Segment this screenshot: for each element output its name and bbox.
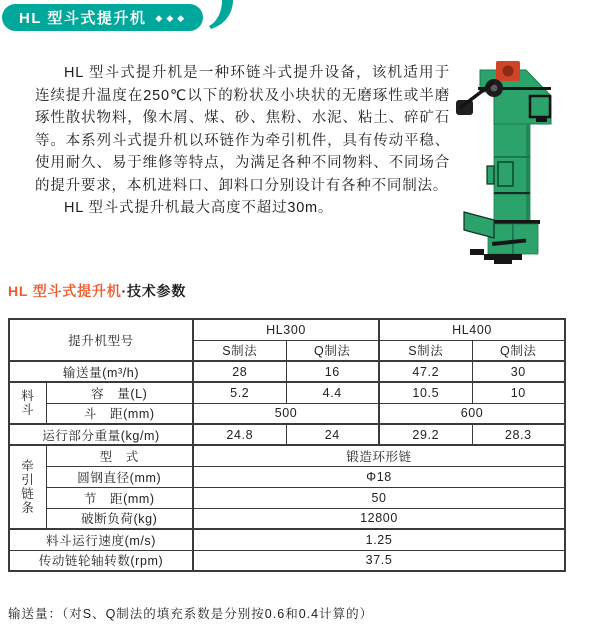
cell-value: 28 bbox=[193, 361, 286, 382]
table-row-conveying bbox=[9, 361, 565, 382]
section-title-model: HL 型斗式提升机 bbox=[8, 283, 122, 299]
cell-param-label: 料斗运行速度(m/s) bbox=[9, 529, 193, 550]
table-row-breaking-load bbox=[9, 508, 565, 529]
cell-param-label: 节 距(mm) bbox=[46, 487, 193, 508]
table-row-capacity bbox=[9, 382, 565, 403]
cell-param-label: 传动链轮轴转数(rpm) bbox=[9, 550, 193, 571]
cell-value: 1.25 bbox=[193, 529, 565, 550]
cell-group-bucket: 料斗 bbox=[9, 382, 46, 424]
cell-value: 28.3 bbox=[472, 424, 565, 445]
page-title: HL 型斗式提升机 bbox=[19, 10, 147, 27]
table-row-chain-type bbox=[9, 445, 565, 466]
cell-method: Q制法 bbox=[286, 340, 379, 361]
table-row-models bbox=[9, 319, 565, 340]
cell-param-label: 斗 距(mm) bbox=[46, 403, 193, 424]
cell-value: 4.4 bbox=[286, 382, 379, 403]
cell-param-label: 输送量(m³/h) bbox=[9, 361, 193, 382]
cell-group-chain: 牵引链条 bbox=[9, 445, 46, 529]
cell-param-label: 容 量(L) bbox=[46, 382, 193, 403]
section-title-rest: ·技术参数 bbox=[121, 283, 187, 299]
title-banner bbox=[2, 4, 203, 31]
cell-param-label: 运行部分重量(kg/m) bbox=[9, 424, 193, 445]
cell-value: 24.8 bbox=[193, 424, 286, 445]
table-row-running-weight bbox=[9, 424, 565, 445]
spec-table bbox=[8, 318, 566, 572]
table-row-bucket-pitch bbox=[9, 403, 565, 424]
diamonds-icon: ◆◆◆ bbox=[155, 13, 189, 23]
cell-value: 29.2 bbox=[379, 424, 472, 445]
cell-value: 锻造环形链 bbox=[193, 445, 565, 466]
cell-model-hl300: HL300 bbox=[193, 319, 379, 340]
cell-model-label: 提升机型号 bbox=[9, 319, 193, 361]
cell-value: 10.5 bbox=[379, 382, 472, 403]
intro-paragraph-2: HL 型斗式提升机最大高度不超过30m。 bbox=[64, 200, 334, 216]
cell-value: 500 bbox=[193, 403, 379, 424]
cell-value: 24 bbox=[286, 424, 379, 445]
cell-value: 10 bbox=[472, 382, 565, 403]
footnote: 输送量：（对S、Q制法的填充系数是分别按0.6和0.4计算的） bbox=[8, 607, 374, 621]
table-row-sprocket-speed bbox=[9, 550, 565, 571]
intro-text bbox=[35, 62, 450, 220]
cell-value: 12800 bbox=[193, 508, 565, 529]
cell-value: 16 bbox=[286, 361, 379, 382]
intro-paragraph-1: HL 型斗式提升机是一种环链斗式提升设备，该机适用于连续提升温度在250℃以下的粉状及小块状的无磨琢性或半磨琢性散状物料，像木屑、煤、砂、焦粉、水泥、粘土、碎矿石等。本系列斗式提升机以环链作为牵引机件，具有传动平稳、使用耐久、易于维修等特点，为满足各种不同物料、不同场合的提升要求，本机进料口、卸料口分别设计有各种不同制法。 bbox=[35, 65, 450, 194]
cell-method: Q制法 bbox=[472, 340, 565, 361]
cell-method: S制法 bbox=[193, 340, 286, 361]
cell-value: 37.5 bbox=[193, 550, 565, 571]
cell-method: S制法 bbox=[379, 340, 472, 361]
cell-value: 600 bbox=[379, 403, 565, 424]
cell-value: 5.2 bbox=[193, 382, 286, 403]
cell-value: Φ18 bbox=[193, 466, 565, 487]
cell-value: 47.2 bbox=[379, 361, 472, 382]
swoosh-icon bbox=[209, 0, 235, 30]
table-row-link-pitch bbox=[9, 487, 565, 508]
table-row-bucket-speed bbox=[9, 529, 565, 550]
cell-value: 30 bbox=[472, 361, 565, 382]
cell-param-label: 型 式 bbox=[46, 445, 193, 466]
section-title bbox=[8, 281, 186, 301]
cell-value: 50 bbox=[193, 487, 565, 508]
cell-param-label: 破断负荷(kg) bbox=[46, 508, 193, 529]
cell-model-hl400: HL400 bbox=[379, 319, 565, 340]
cell-param-label: 圆钢直径(mm) bbox=[46, 466, 193, 487]
table-row-rod-diameter bbox=[9, 466, 565, 487]
bucket-elevator-photo bbox=[450, 56, 570, 272]
